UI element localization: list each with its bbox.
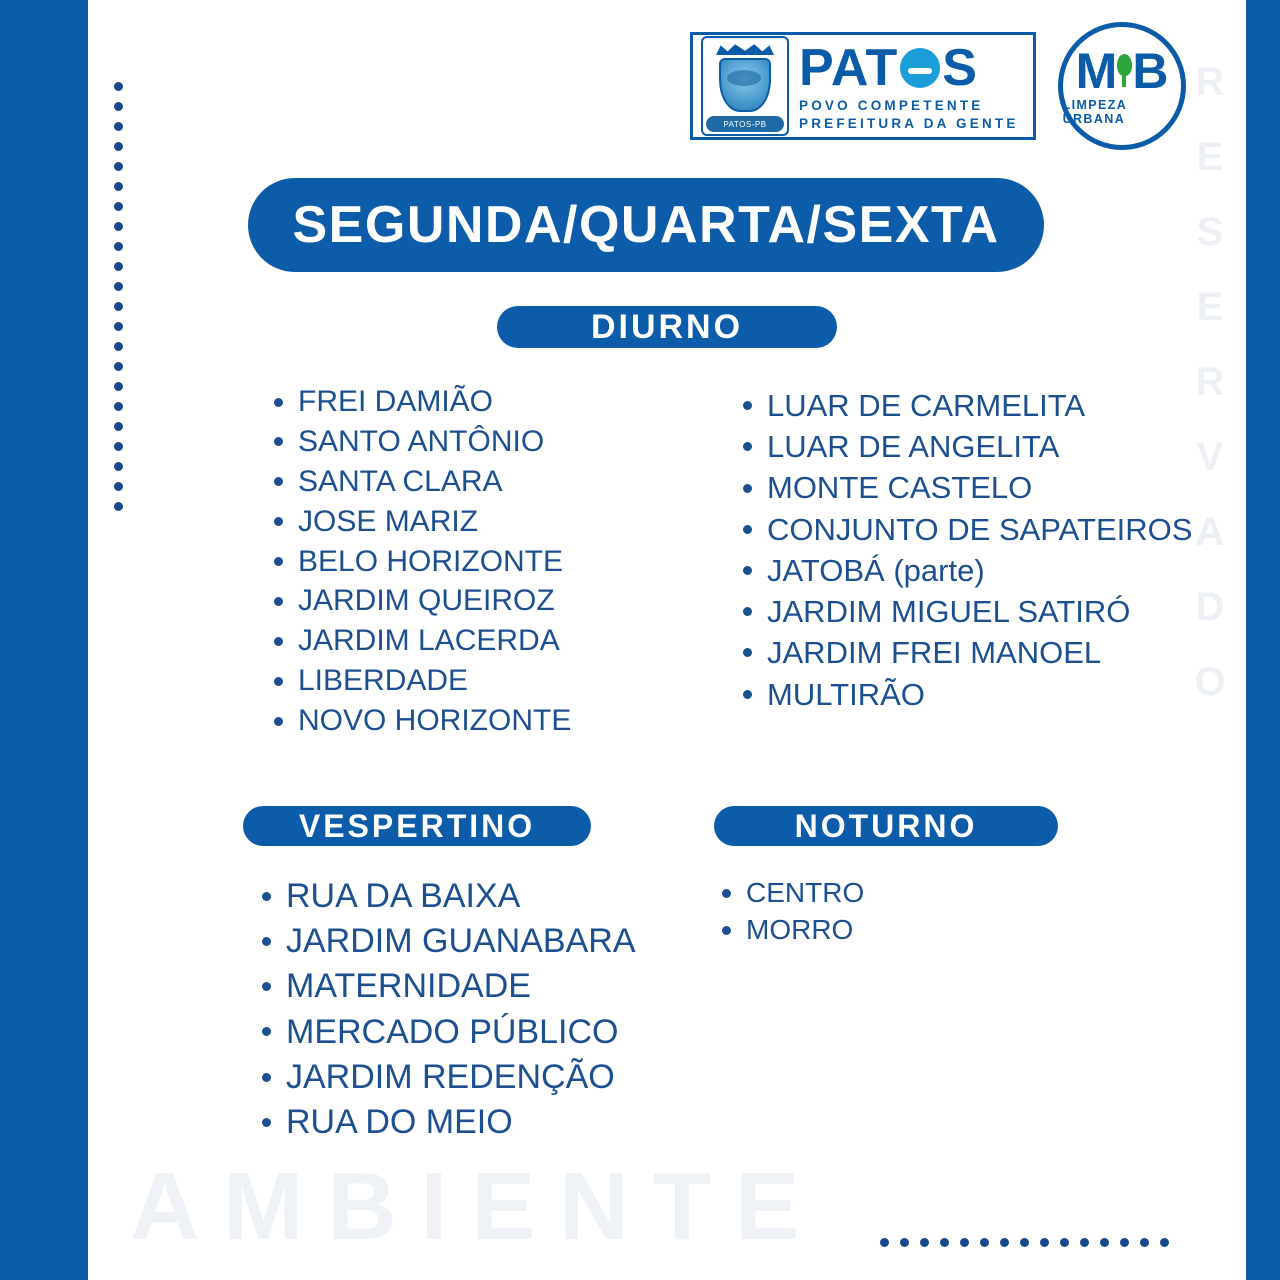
list-item: LUAR DE ANGELITA	[737, 426, 1192, 467]
page-title-text: SEGUNDA/QUARTA/SEXTA	[292, 196, 1000, 254]
patos-name-part1: PAT	[799, 38, 899, 97]
list-item: JATOBÁ (parte)	[737, 550, 1192, 591]
section-header-diurno: DIURNO	[497, 306, 837, 348]
patos-name	[799, 38, 1019, 97]
diurno-list-right	[737, 385, 1192, 715]
list-item: MULTIRÃO	[737, 674, 1192, 715]
list-item: JARDIM GUANABARA	[256, 919, 636, 964]
list-item: JARDIM FREI MANOEL	[737, 632, 1192, 673]
list-item: RUA DA BAIXA	[256, 874, 636, 919]
mb-monogram	[1075, 43, 1168, 99]
list-item: LIBERDADE	[268, 661, 571, 701]
list-item: NOVO HORIZONTE	[268, 701, 571, 741]
patos-tagline-2: PREFEITURA DA GENTE	[799, 116, 1019, 131]
shield-icon	[719, 58, 771, 112]
bottom-dot-row	[880, 1238, 1169, 1247]
list-item: MONTE CASTELO	[737, 467, 1192, 508]
list-item: JARDIM LACERDA	[268, 621, 571, 661]
list-item: JOSE MARIZ	[268, 502, 571, 542]
list-item: JARDIM REDENÇÃO	[256, 1055, 636, 1100]
list-item: BELO HORIZONTE	[268, 542, 571, 582]
diurno-list-left	[268, 382, 571, 741]
tree-icon	[1115, 54, 1133, 88]
list-item: FREI DAMIÃO	[268, 382, 571, 422]
patos-wordmark	[799, 38, 1019, 131]
list-item: MERCADO PÚBLICO	[256, 1010, 636, 1055]
patos-city-logo	[690, 32, 1036, 140]
list-item: JARDIM MIGUEL SATIRÓ	[737, 591, 1192, 632]
list-item: CONJUNTO DE SAPATEIROS	[737, 509, 1192, 550]
mb-company-logo	[1058, 22, 1186, 150]
list-item: MATERNIDADE	[256, 964, 636, 1009]
patos-tagline-1: POVO COMPETENTE	[799, 97, 984, 113]
mb-letter-b: B	[1132, 43, 1168, 99]
list-item: MORRO	[716, 911, 864, 948]
list-item: JARDIM QUEIROZ	[268, 581, 571, 621]
list-item: RUA DO MEIO	[256, 1100, 636, 1145]
list-item: CENTRO	[716, 874, 864, 911]
section-header-vespertino: VESPERTINO	[243, 806, 591, 846]
sun-icon	[900, 48, 940, 88]
crown-icon	[716, 43, 774, 55]
watermark-reservado: R E S E R V A D O	[1194, 60, 1226, 704]
mb-letter-m: M	[1075, 43, 1117, 99]
header-logos	[690, 22, 1186, 150]
watermark-ambiente: AMBIENTE	[130, 1153, 824, 1260]
coat-of-arms-icon	[701, 36, 789, 136]
vespertino-list	[256, 874, 636, 1145]
left-dot-column	[114, 82, 126, 511]
ribbon-label: PATOS-PB	[706, 116, 784, 132]
left-blue-bar	[0, 0, 88, 1280]
list-item: SANTA CLARA	[268, 462, 571, 502]
mb-subtitle: LIMPEZA URBANA	[1062, 98, 1127, 126]
section-header-noturno: NOTURNO	[714, 806, 1058, 846]
list-item: SANTO ANTÔNIO	[268, 422, 571, 462]
right-blue-bar	[1246, 0, 1280, 1280]
page-title	[248, 178, 1044, 272]
list-item: LUAR DE CARMELITA	[737, 385, 1192, 426]
patos-name-part2: S	[942, 38, 978, 97]
noturno-list	[716, 874, 864, 948]
